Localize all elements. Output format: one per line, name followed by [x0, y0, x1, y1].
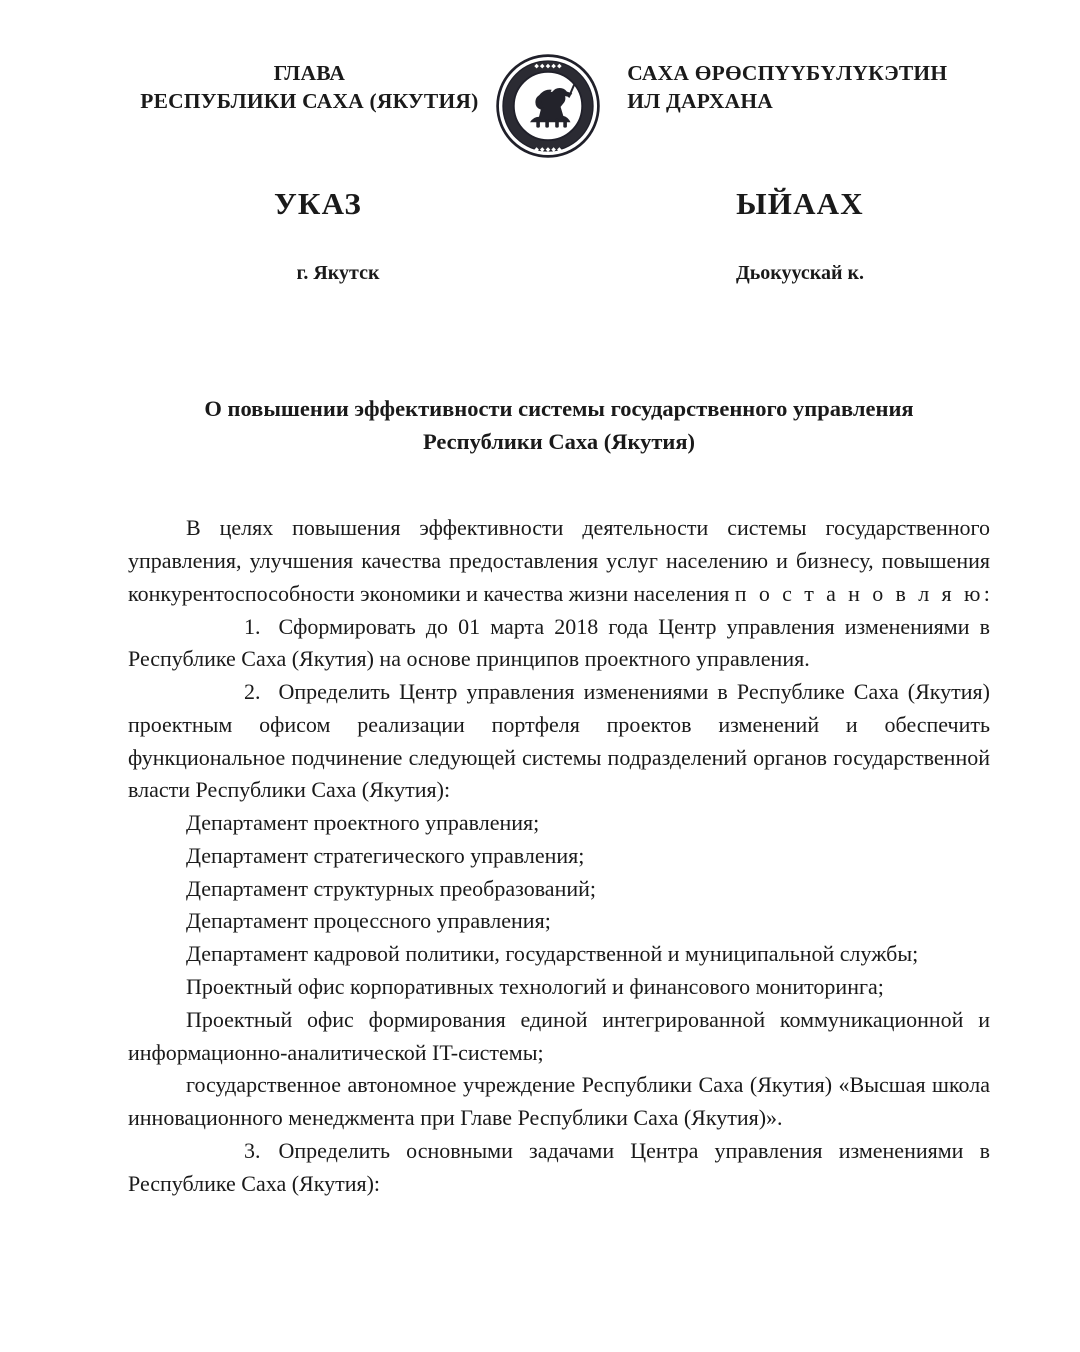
- document-body: [128, 512, 990, 1200]
- preamble-colon: :: [983, 580, 990, 606]
- preamble-emphasis: п о с т а н о в л я ю: [734, 580, 984, 606]
- paragraph-item-3: [128, 1135, 990, 1201]
- list-item: Департамент кадровой политики, государственной и муниципальной службы;: [186, 941, 919, 967]
- list-item: Проектный офис корпоративных технологий и финансового мониторинга;: [186, 973, 884, 999]
- list-item: государственное автономное учреждение Республики Саха (Якутия) «Высшая школа инновационного менеджмента при Главе Республики Саха (Якутия)».: [128, 1072, 990, 1131]
- city-line: [128, 262, 990, 285]
- coat-of-arms-icon: [494, 52, 602, 160]
- document-title: [128, 393, 990, 458]
- header-left-russian: [128, 52, 491, 115]
- header-right-line1: САХА ӨРӨСПҮҮБҮЛҮКЭТИН: [627, 61, 948, 85]
- decree-word-russian: УКАЗ: [273, 186, 362, 221]
- header-right-yakut: [605, 52, 990, 115]
- city-yakut: Дьокуускай к.: [735, 262, 865, 284]
- header-right-line2: ИЛ ДАРХАНА: [627, 88, 774, 113]
- decree-word-yakut: ЫЙААХ: [736, 186, 864, 221]
- decree-words: [128, 186, 990, 222]
- document-title-line1: О повышении эффективности системы государственного управления: [204, 396, 914, 421]
- item-3-text: Определить основными задачами Центра управления изменениями в Республике Саха (Якутия):: [128, 1137, 990, 1196]
- document-header: [128, 52, 990, 160]
- item-3-number: 3.: [244, 1137, 261, 1163]
- list-item: Департамент стратегического управления;: [186, 842, 585, 868]
- paragraph-preamble: [128, 512, 990, 610]
- header-left-line2: РЕСПУБЛИКИ САХА (ЯКУТИЯ): [140, 88, 479, 113]
- list-item: Проектный офис формирования единой интегрированной коммуникационной и информационно-аналитической IT-системы;: [128, 1006, 990, 1065]
- paragraph-item-1: [128, 611, 990, 677]
- list-item: Департамент процессного управления;: [186, 908, 551, 934]
- preamble-text: В целях повышения эффективности деятельности системы государственного управления, улучшения качества предоставления услуг населению и бизнесу, повышения конкурентоспособности экономики и качества жизни населения: [128, 515, 990, 606]
- city-russian: г. Якутск: [296, 262, 380, 284]
- svg-text:◆ ◆ ◆ ◆ ◆: ◆ ◆ ◆ ◆ ◆: [534, 147, 562, 153]
- list-item: Департамент проектного управления;: [186, 810, 540, 836]
- emblem-container: [491, 52, 606, 160]
- document-title-line2: Республики Саха (Якутия): [422, 428, 696, 454]
- header-left-line1: ГЛАВА: [273, 61, 346, 85]
- item-1-number: 1.: [244, 613, 261, 639]
- item-2-text: Определить Центр управления изменениями в Республике Саха (Якутия) проектным офисом реализации портфеля проектов изменений и обеспечить функциональное подчинение следующей системы подразделений органов государственной власти Республики Саха (Якутия):: [128, 679, 990, 803]
- item-2-number: 2.: [244, 679, 261, 705]
- paragraph-item-2: [128, 676, 990, 807]
- item-1-text: Сформировать до 01 марта 2018 года Центр управления изменениями в Республике Саха (Якутия) на основе принципов проектного управления.: [128, 613, 990, 672]
- list-item: Департамент структурных преобразований;: [186, 875, 596, 901]
- svg-text:◆ ◆ ◆ ◆ ◆: ◆ ◆ ◆ ◆ ◆: [534, 63, 562, 70]
